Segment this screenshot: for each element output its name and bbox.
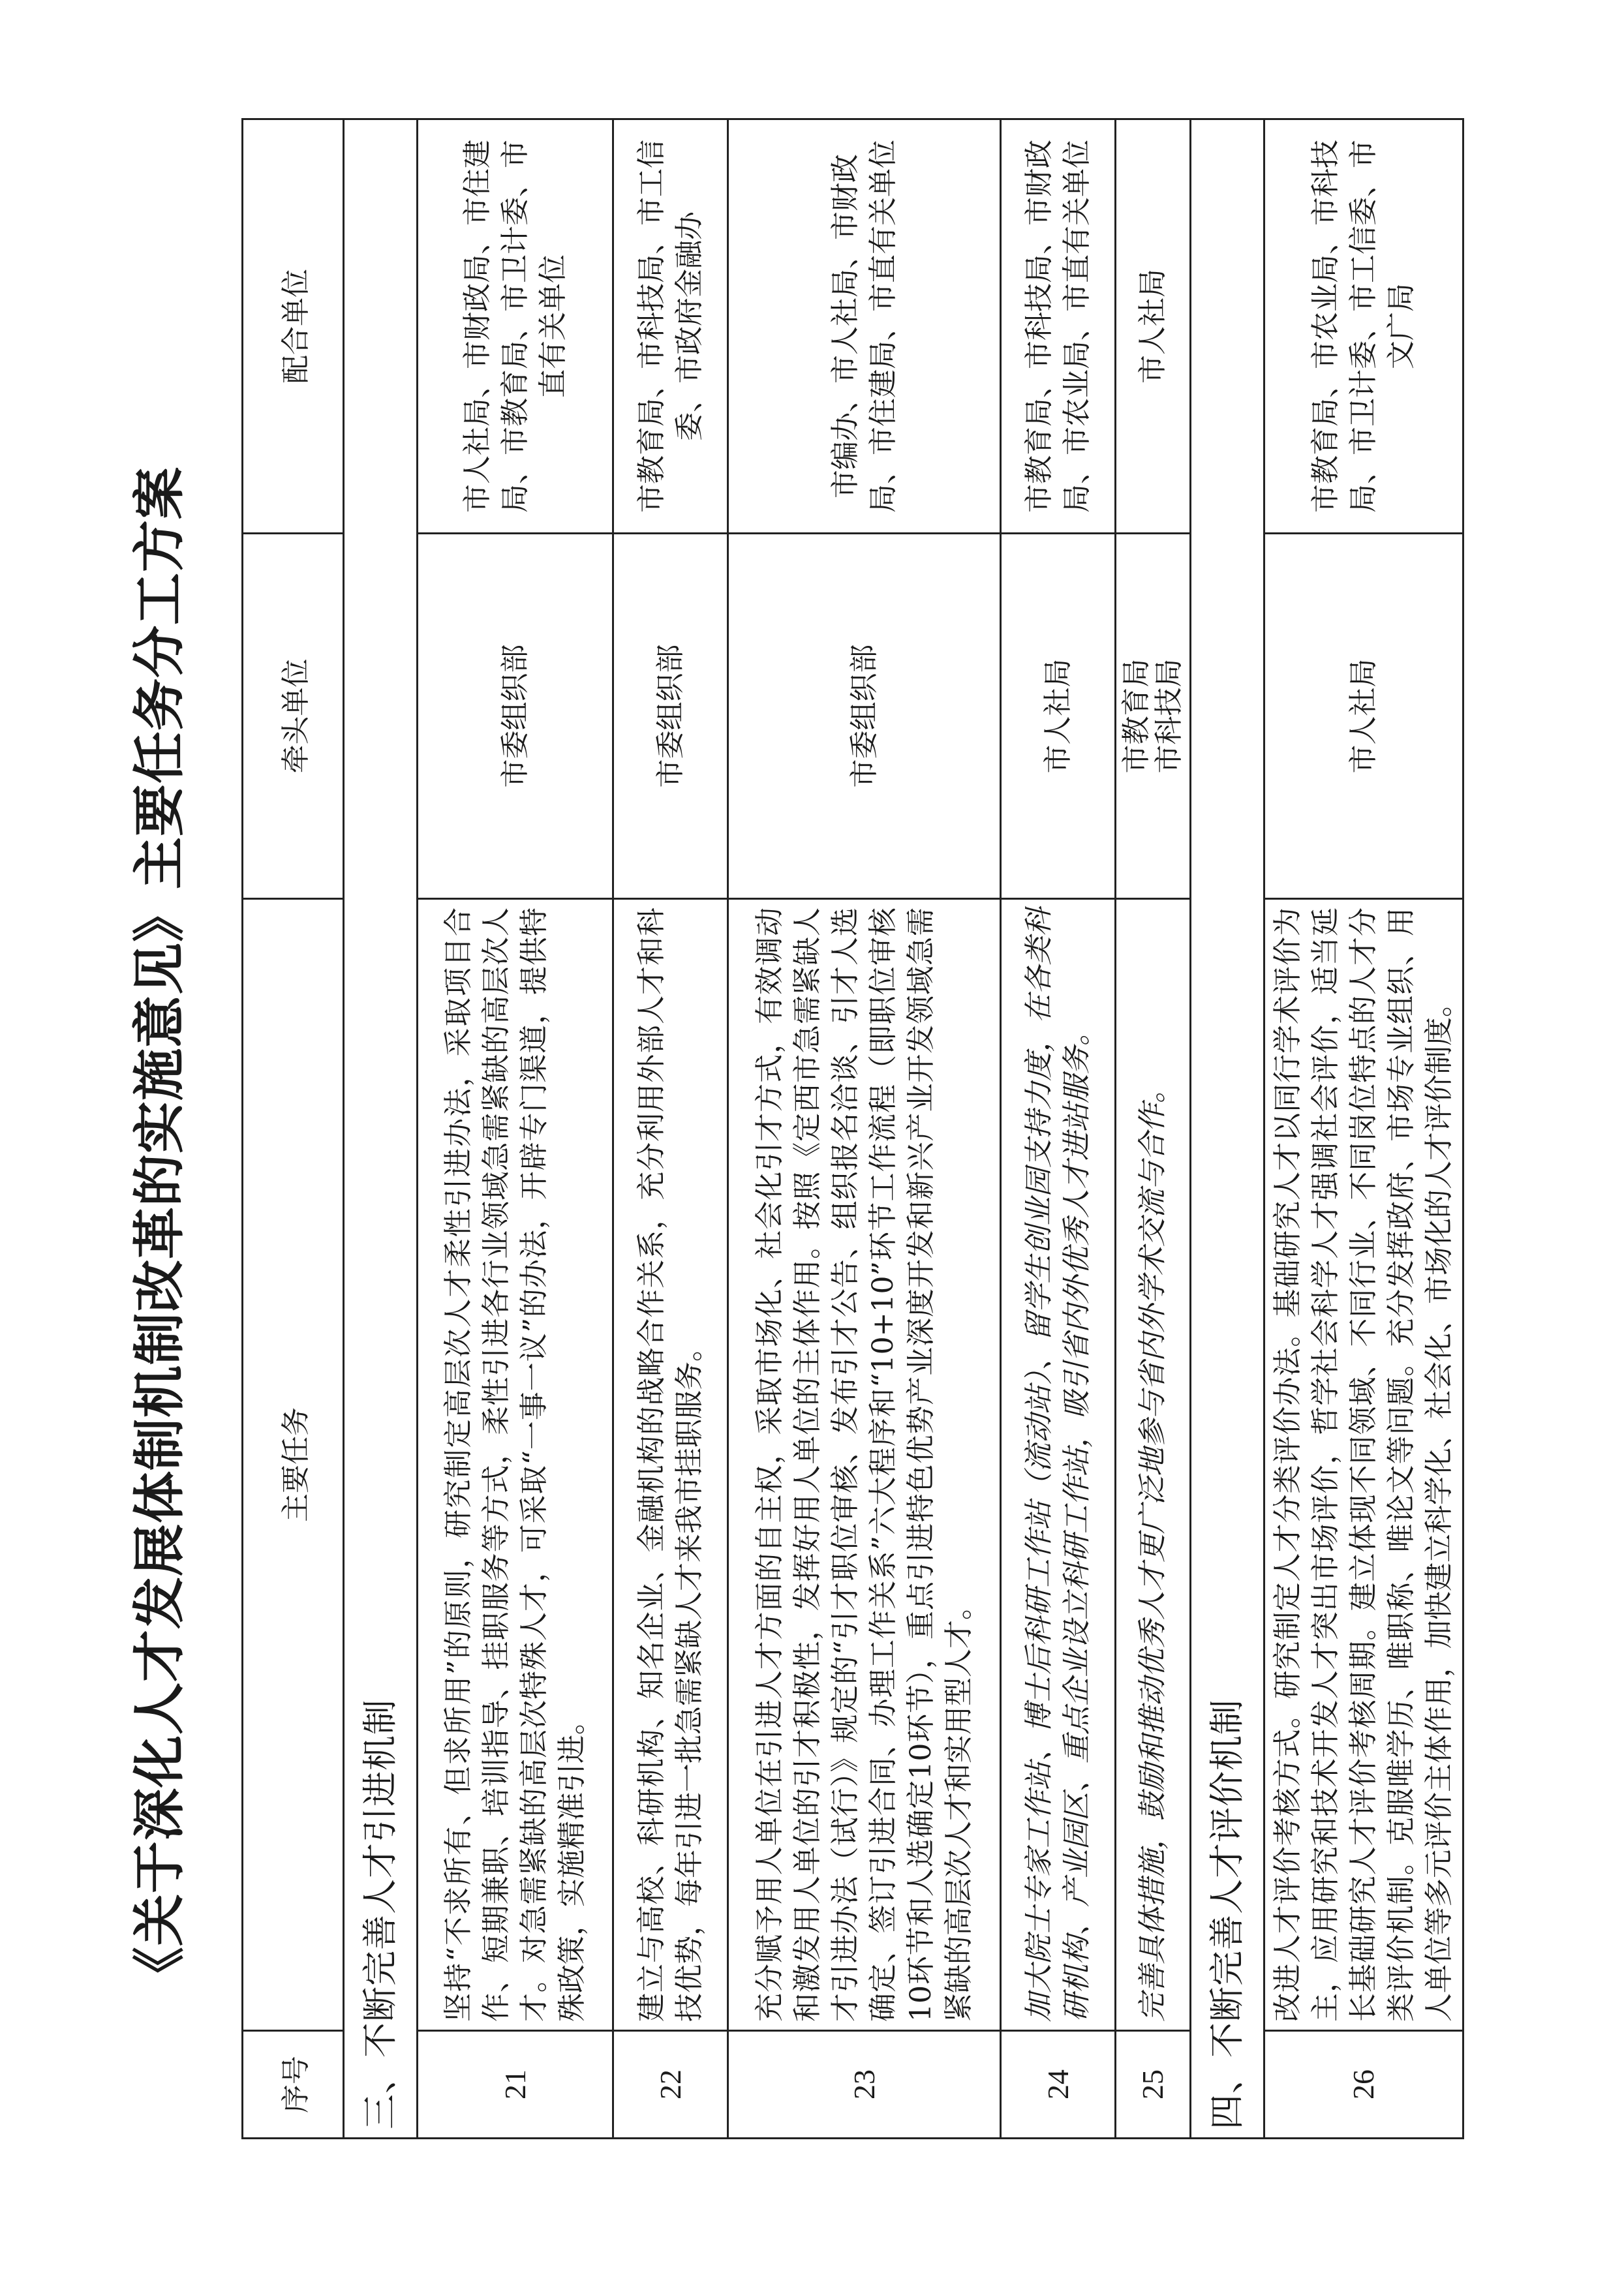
row-task: 坚持“不求所有、但求所用”的原则，研究制定高层次人才柔性引进办法，采取项目合作、短期兼职、培训指导、挂职服务等方式，柔性引进各行业领域急需紧缺的高层次人才。对急需紧缺的高层次特殊人才，可采取“一事一议”的办法，开辟专门渠道，提供特殊政策，实施精准引进。 bbox=[418, 899, 613, 2031]
row-num: 23 bbox=[728, 2031, 1001, 2139]
section-heading: 四、不断完善人才评价机制 bbox=[1191, 119, 1264, 2139]
row-coop: 市人社局 bbox=[1116, 119, 1191, 534]
row-coop: 市教育局、市农业局、市科技局、市卫计委、市工信委、市文广局 bbox=[1264, 119, 1463, 534]
header-num: 序号 bbox=[243, 2031, 344, 2139]
row-coop: 市教育局、市科技局、市工信委、市政府金融办 bbox=[613, 119, 728, 534]
document-title: 《关于深化人才发展体制机制改革的实施意见》主要任务分工方案 bbox=[129, 466, 190, 1999]
row-lead: 市委组织部 bbox=[418, 534, 613, 899]
row-num: 22 bbox=[613, 2031, 728, 2139]
row-num: 21 bbox=[418, 2031, 613, 2139]
table-row bbox=[418, 119, 613, 2139]
table-row bbox=[1001, 119, 1116, 2139]
row-task: 完善具体措施，鼓励和推动优秀人才更广泛地参与省内外学术交流与合作。 bbox=[1116, 899, 1191, 2031]
row-lead: 市委组织部 bbox=[728, 534, 1001, 899]
table-row bbox=[613, 119, 728, 2139]
section-row bbox=[344, 119, 418, 2139]
table-row bbox=[728, 119, 1001, 2139]
task-table bbox=[241, 118, 1464, 2139]
row-task: 改进人才评价考核方式。研究制定人才分类评价办法。基础研究人才以同行学术评价为主，应用研究和技术开发人才突出市场评价，哲学社会科学人才强调社会评价，适当延长基础研究人才评价考核周期。建立体现不同领域、不同行业、不同岗位特点的人才分类评价机制。克服唯学历、唯职称、唯论文等问题。充分发挥政府、市场专业组织、用人单位等多元评价主体作用，加快建立科学化、社会化、市场化的人才评价制度。 bbox=[1264, 899, 1463, 2031]
row-task: 充分赋予用人单位在引进人才方面的自主权，采取市场化、社会化引才方式，有效调动和激发用人单位的引才积极性，发挥好用人单位的主体作用。按照《定西市急需紧缺人才引进办法（试行）》规定的“引才职位审核、发布引才公告、组织报名洽谈、引才人选确定、签订引进合同、办理工作关系”六大程序和“10+10”环节工作流程（即职位审核10环节和人选确定10环节），重点引进特色优势产业深度开发和新兴产业开发领域急需紧缺的高层次人才和实用型人才。 bbox=[728, 899, 1001, 2031]
row-coop: 市教育局、市科技局、市财政局、市农业局、市直有关单位 bbox=[1001, 119, 1116, 534]
row-lead: 市人社局 bbox=[1001, 534, 1116, 899]
row-lead: 市教育局 市科技局 bbox=[1116, 534, 1191, 899]
section-row bbox=[1191, 119, 1264, 2139]
row-task: 建立与高校、科研机构、知名企业、金融机构的战略合作关系，充分利用外部人才和科技优势，每年引进一批急需紧缺人才来我市挂职服务。 bbox=[613, 899, 728, 2031]
row-task: 加大院士专家工作站、博士后科研工作站（流动站）、留学生创业园支持力度，在各类科研机构、产业园区、重点企业设立科研工作站，吸引省内外优秀人才进站服务。 bbox=[1001, 899, 1116, 2031]
row-num: 25 bbox=[1116, 2031, 1191, 2139]
row-coop: 市编办、市人社局、市财政局、市住建局、市直有关单位 bbox=[728, 119, 1001, 534]
row-num: 24 bbox=[1001, 2031, 1116, 2139]
table-row bbox=[1116, 119, 1191, 2139]
table-header-row bbox=[243, 119, 344, 2139]
header-task: 主要任务 bbox=[243, 899, 344, 2031]
table-row bbox=[1264, 119, 1463, 2139]
header-lead: 牵头单位 bbox=[243, 534, 344, 899]
section-heading: 三、不断完善人才引进机制 bbox=[344, 119, 418, 2139]
header-coop: 配合单位 bbox=[243, 119, 344, 534]
row-coop: 市人社局、市财政局、市住建局、市教育局、市卫计委、市直有关单位 bbox=[418, 119, 613, 534]
row-lead: 市人社局 bbox=[1264, 534, 1463, 899]
row-lead: 市委组织部 bbox=[613, 534, 728, 899]
row-num: 26 bbox=[1264, 2031, 1463, 2139]
